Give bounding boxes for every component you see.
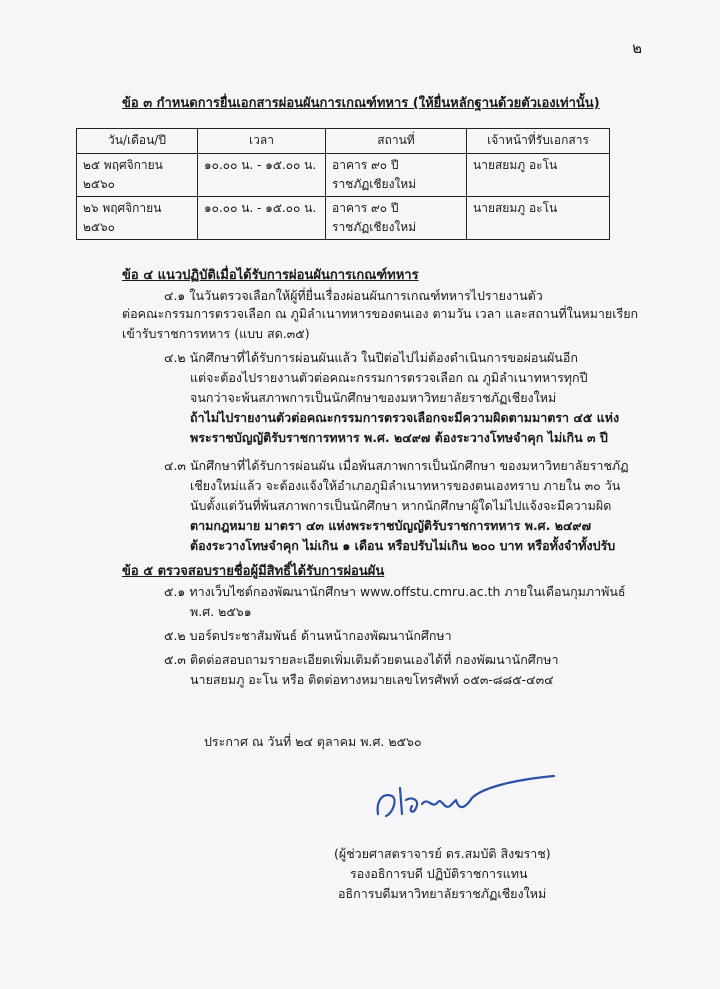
cell-place-line1: อาคาร ๙๐ ปี bbox=[332, 201, 399, 215]
section-3-title: ข้อ ๓ กำหนดการยื่นเอกสารผ่อนผันการเกณฑ์ทหาร (ให้ยื่นหลักฐานด้วยตัวเองเท่านั้น) bbox=[122, 96, 600, 111]
para-4-2-line: แต่จะต้องไปรายงานตัวต่อคณะกรรมการตรวจเลือก ณ ภูมิลำเนาทหารทุกปี bbox=[190, 370, 588, 385]
col-header-date: วัน/เดือน/ปี bbox=[77, 129, 198, 154]
announcement-date: ประกาศ ณ วันที่ ๒๔ ตุลาคม พ.ศ. ๒๕๖๐ bbox=[204, 734, 422, 749]
para-5-2-line: ๕.๒ บอร์ดประชาสัมพันธ์ ด้านหน้ากองพัฒนานักศึกษา bbox=[164, 628, 452, 643]
cell-date: ๒๖ พฤศจิกายน ๒๕๖๐ bbox=[77, 197, 198, 240]
para-4-1-line: เข้ารับราชการทหาร (แบบ สด.๓๕) bbox=[122, 326, 310, 341]
cell-time: ๑๐.๐๐ น. - ๑๕.๐๐ น. bbox=[198, 197, 326, 240]
signer-position: รองอธิการบดี ปฏิบัติราชการแทน bbox=[350, 866, 528, 881]
cell-officer: นายสยมภู อะโน bbox=[467, 197, 610, 240]
page-number: ๒ bbox=[632, 39, 642, 57]
para-4-1-line: ต่อคณะกรรมการตรวจเลือก ณ ภูมิลำเนาทหารของตนเอง ตามวัน เวลา และสถานที่ในหมายเรียก bbox=[122, 306, 639, 321]
para-5-1-line: พ.ศ. ๒๕๖๑ bbox=[190, 604, 252, 619]
cell-time: ๑๐.๐๐ น. - ๑๕.๐๐ น. bbox=[198, 154, 326, 197]
cell-place-line1: อาคาร ๙๐ ปี bbox=[332, 158, 399, 172]
signature-image bbox=[372, 770, 562, 830]
para-4-3-line: เชียงใหม่แล้ว จะต้องแจ้งให้อำเภอภูมิลำเนาทหารของตนเองทราบ ภายใน ๓๐ วัน bbox=[190, 478, 621, 493]
col-header-officer: เจ้าหน้าที่รับเอกสาร bbox=[467, 129, 610, 154]
table-row bbox=[77, 197, 610, 240]
signer-position-2: อธิการบดีมหาวิทยาลัยราชภัฏเชียงใหม่ bbox=[338, 886, 547, 901]
para-5-3-line: ๕.๓ ติดต่อสอบถามรายละเอียดเพิ่มเติมด้วยตนเองได้ที่ กองพัฒนานักศึกษา bbox=[164, 652, 559, 667]
para-4-2-line: จนกว่าจะพ้นสภาพการเป็นนักศึกษาของมหาวิทยาลัยราชภัฏเชียงใหม่ bbox=[190, 390, 557, 405]
para-4-2-line: ๔.๒ นักศึกษาที่ได้รับการผ่อนผันแล้ว ในปีต่อไปไม่ต้องดำเนินการขอผ่อนผันอีก bbox=[164, 350, 578, 365]
section-4-title: ข้อ ๔ แนวปฏิบัติเมื่อได้รับการผ่อนผันการเกณฑ์ทหาร bbox=[122, 268, 419, 283]
para-5-3-line: นายสยมภู อะโน หรือ ติดต่อทางหมายเลขโทรศัพท์ ๐๕๓-๘๘๕-๔๓๔ bbox=[190, 672, 554, 687]
para-4-1-line: ๔.๑ ในวันตรวจเลือกให้ผู้ที่ยื่นเรื่องผ่อนผันการเกณฑ์ทหารไปรายงานตัว bbox=[164, 288, 543, 303]
cell-place-line2: ราชภัฏเชียงใหม่ bbox=[332, 177, 417, 191]
cell-place bbox=[326, 154, 467, 197]
para-4-3-line: นับตั้งแต่วันที่พ้นสภาพการเป็นนักศึกษา หากนักศึกษาผู้ใดไม่ไปแจ้งจะมีความผิด bbox=[190, 498, 612, 513]
para-5-1-line: ๕.๑ ทางเว็บไซต์กองพัฒนานักศึกษา www.offstu.cmru.ac.th ภายในเดือนกุมภาพันธ์ bbox=[164, 584, 626, 599]
para-4-2-line: พระราชบัญญัติรับราชการทหาร พ.ศ. ๒๔๙๗ ต้องระวางโทษจำคุก ไม่เกิน ๓ ปี bbox=[190, 430, 608, 445]
table-row bbox=[77, 154, 610, 197]
col-header-place: สถานที่ bbox=[326, 129, 467, 154]
cell-date: ๒๕ พฤศจิกายน ๒๕๖๐ bbox=[77, 154, 198, 197]
cell-place bbox=[326, 197, 467, 240]
section-5-title: ข้อ ๕ ตรวจสอบรายชื่อผู้มีสิทธิ์ได้รับการผ่อนผัน bbox=[122, 564, 385, 579]
signer-name: (ผู้ช่วยศาสตราจารย์ ดร.สมบัติ สิงฆราช) bbox=[334, 846, 551, 861]
para-4-3-line: ๔.๓ นักศึกษาที่ได้รับการผ่อนผัน เมื่อพ้นสภาพการเป็นนักศึกษา ของมหาวิทยาลัยราชภัฏ bbox=[164, 458, 629, 473]
schedule-table bbox=[76, 128, 610, 240]
para-4-3-line: ตามกฎหมาย มาตรา ๔๓ แห่งพระราชบัญญัติรับราชการทหาร พ.ศ. ๒๔๙๗ bbox=[190, 518, 591, 533]
para-4-3-line: ต้องระวางโทษจำคุก ไม่เกิน ๑ เดือน หรือปรับไม่เกิน ๒๐๐ บาท หรือทั้งจำทั้งปรับ bbox=[190, 538, 616, 553]
table-header-row bbox=[77, 129, 610, 154]
para-4-2-line: ถ้าไม่ไปรายงานตัวต่อคณะกรรมการตรวจเลือกจะมีความผิดตามมาตรา ๔๕ แห่ง bbox=[190, 410, 620, 425]
cell-place-line2: ราชภัฏเชียงใหม่ bbox=[332, 220, 417, 234]
cell-officer: นายสยมภู อะโน bbox=[467, 154, 610, 197]
col-header-time: เวลา bbox=[198, 129, 326, 154]
